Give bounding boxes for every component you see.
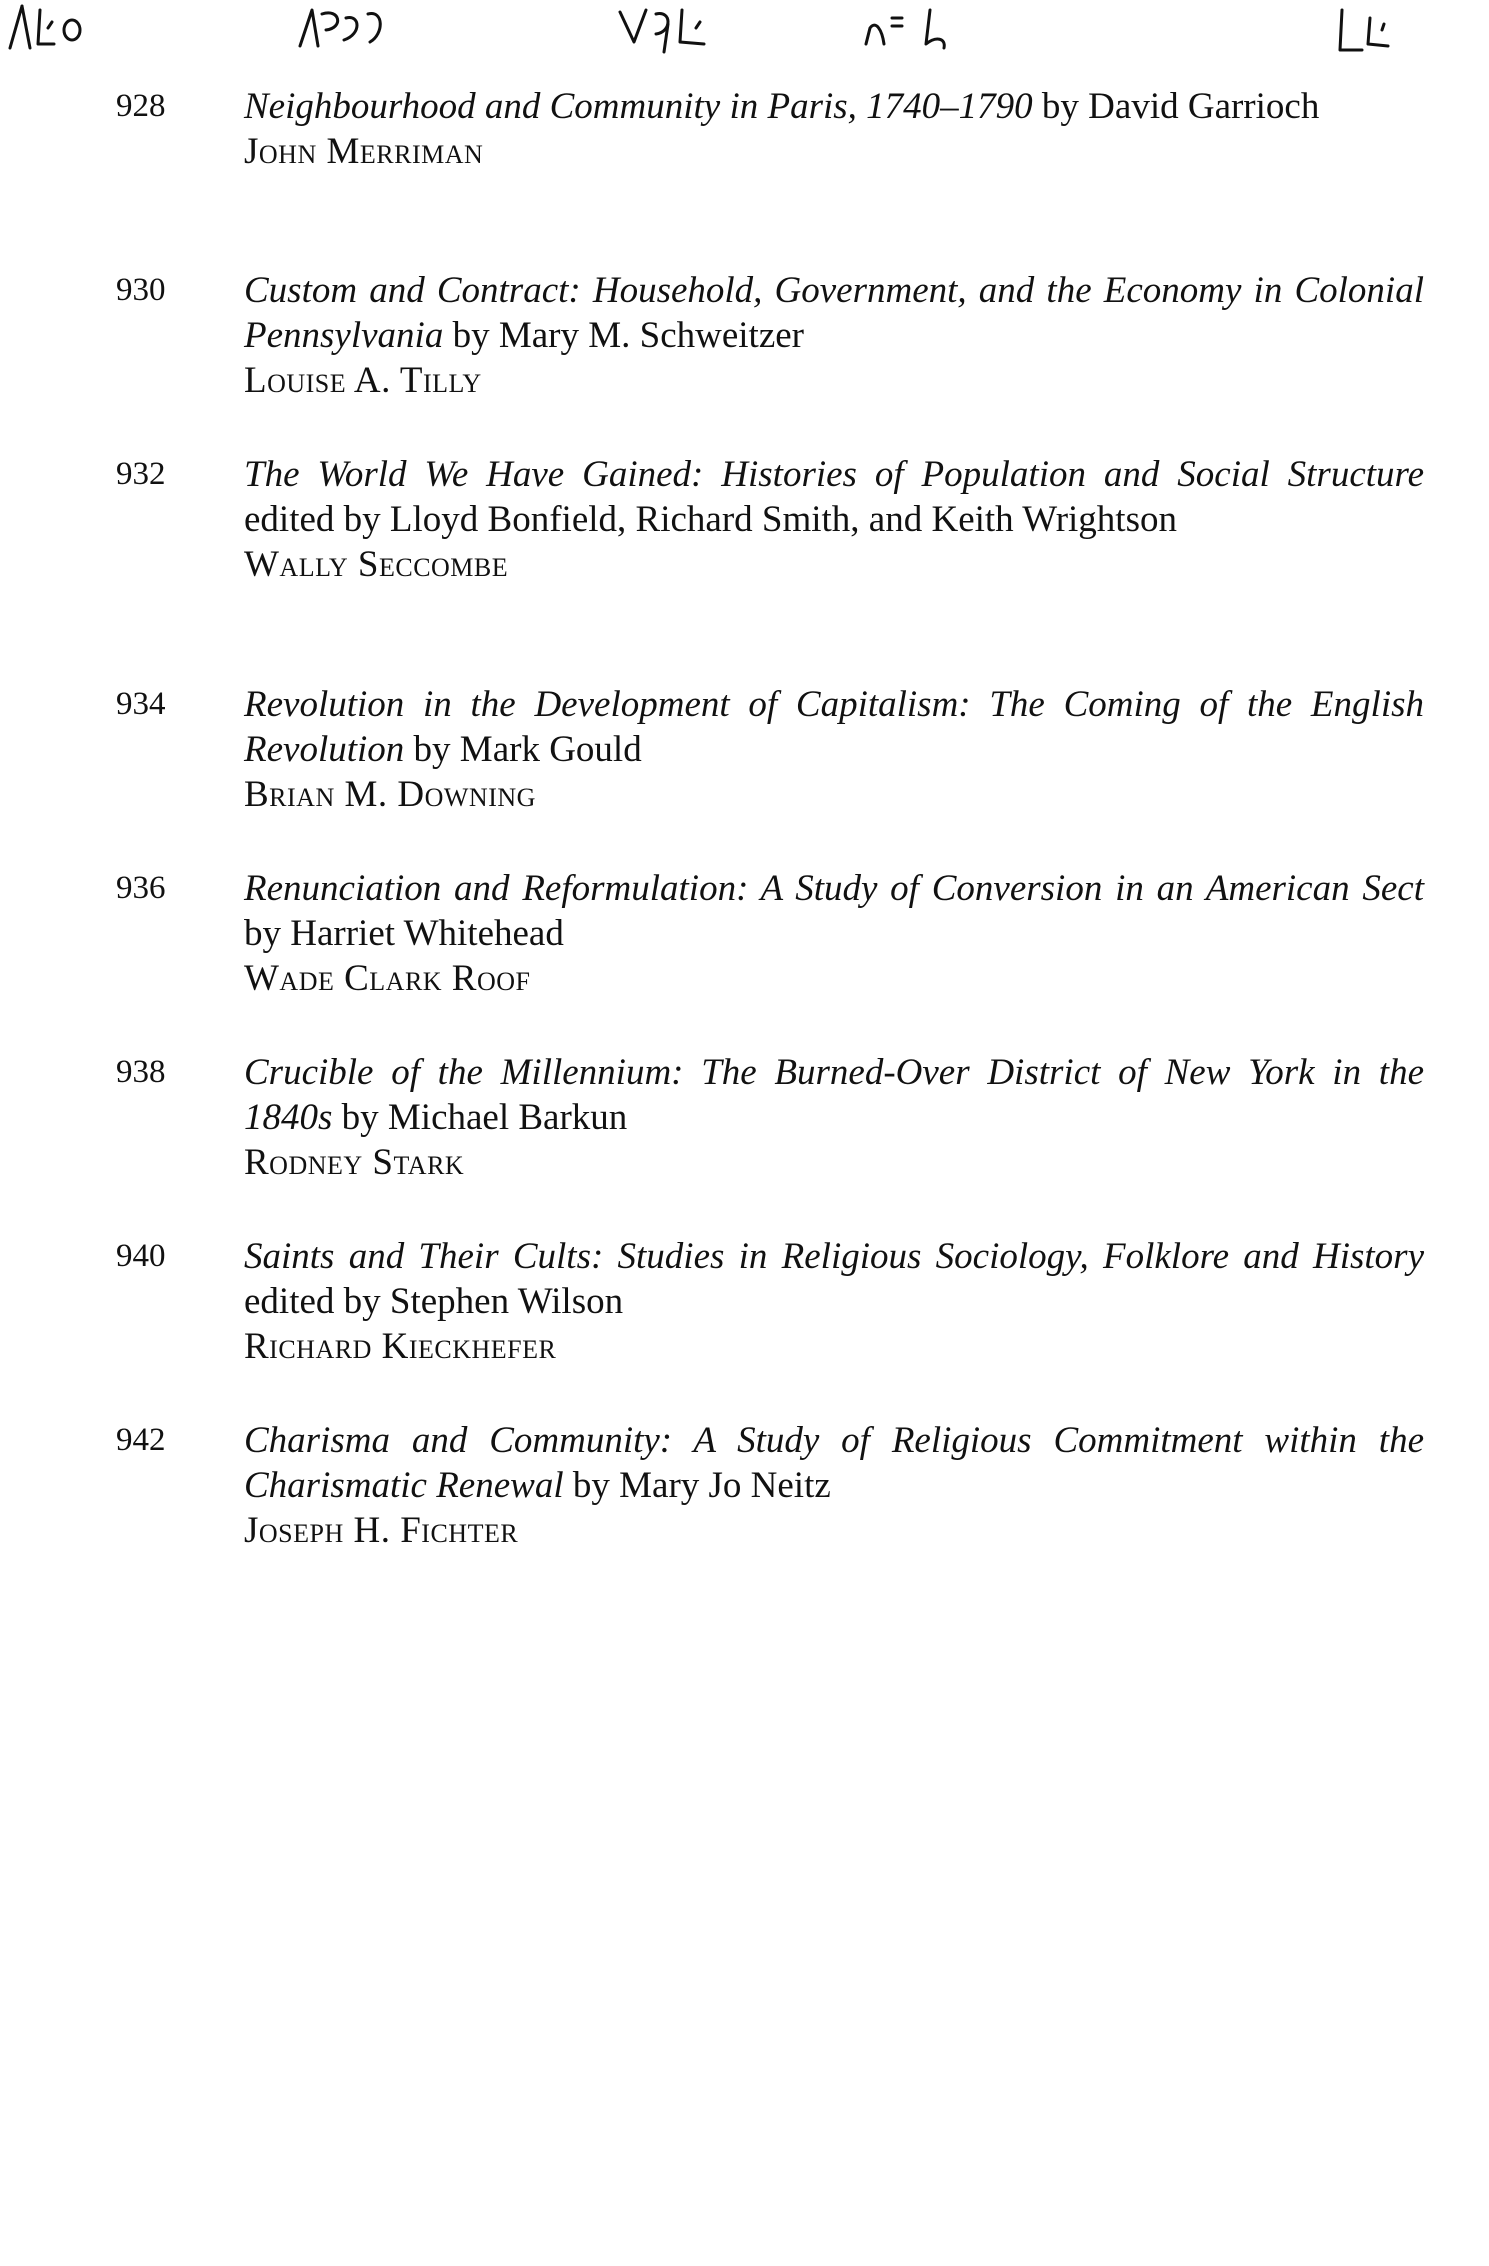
review-list [0,84,1489,1602]
entry-text [244,1234,1424,1369]
entry-text [244,452,1424,587]
page-number: 930 [116,272,166,308]
book-title: Revolution in the Development of Capitalism: The Coming of the English Revolution [244,684,1424,770]
reviewer-name: Wade Clark Roof [244,958,531,999]
handwritten-mark-2 [300,10,380,46]
book-credit: by David Garrioch [1032,86,1320,127]
book-title: Renunciation and Reformulation: A Study of Conversion in an American Sect [244,868,1424,909]
handwritten-mark-1 [10,6,80,48]
handwritten-mark-3 [620,10,704,52]
page-number: 942 [116,1422,166,1458]
review-entry [0,1418,1489,1602]
review-entry [0,452,1489,682]
review-entry [0,1234,1489,1418]
page-number: 928 [116,88,166,124]
review-entry [0,268,1489,452]
handwritten-mark-4 [866,10,944,48]
book-title: The World We Have Gained: Histories of Population and Social Structure [244,454,1424,495]
book-credit: by Mary M. Schweitzer [443,315,804,356]
page-number: 940 [116,1238,166,1274]
review-entry [0,866,1489,1050]
handwritten-annotations [0,0,1489,90]
book-credit: by Harriet Whitehead [244,913,564,954]
entry-text [244,866,1424,1001]
reviewer-name: Wally Seccombe [244,544,509,585]
book-credit: edited by Stephen Wilson [244,1281,624,1322]
reviewer-name: Richard Kieckhefer [244,1326,557,1367]
book-credit: by Mary Jo Neitz [563,1465,831,1506]
entry-text [244,1050,1424,1185]
book-title: Saints and Their Cults: Studies in Religious Sociology, Folklore and History [244,1236,1424,1277]
reviewer-name: John Merriman [244,131,484,172]
book-title: Neighbourhood and Community in Paris, 1740–1790 [244,86,1033,127]
reviewer-name: Rodney Stark [244,1142,465,1183]
reviewer-name: Joseph H. Fichter [244,1510,519,1551]
page-number: 936 [116,870,166,906]
book-credit: by Mark Gould [404,729,642,770]
entry-text [244,1418,1424,1553]
book-title: Custom and Contract: Household, Government, and the Economy in Colonial Pennsylvania [244,270,1424,356]
book-title: Charisma and Community: A Study of Religious Commitment within the Charismatic Renewal [244,1420,1424,1506]
entry-text [244,268,1424,403]
page-number: 932 [116,456,166,492]
review-entry [0,682,1489,866]
book-title: Crucible of the Millennium: The Burned-Over District of New York in the 1840s [244,1052,1424,1138]
entry-text [244,84,1424,174]
reviewer-name: Louise A. Tilly [244,360,482,401]
review-entry [0,1050,1489,1234]
review-entry [0,84,1489,268]
entry-text [244,682,1424,817]
page-number: 938 [116,1054,166,1090]
book-credit: by Michael Barkun [332,1097,628,1138]
book-credit: edited by Lloyd Bonfield, Richard Smith, and Keith Wrightson [244,499,1177,540]
page-number: 934 [116,686,166,722]
handwritten-mark-5 [1340,10,1388,50]
reviewer-name: Brian M. Downing [244,774,536,815]
